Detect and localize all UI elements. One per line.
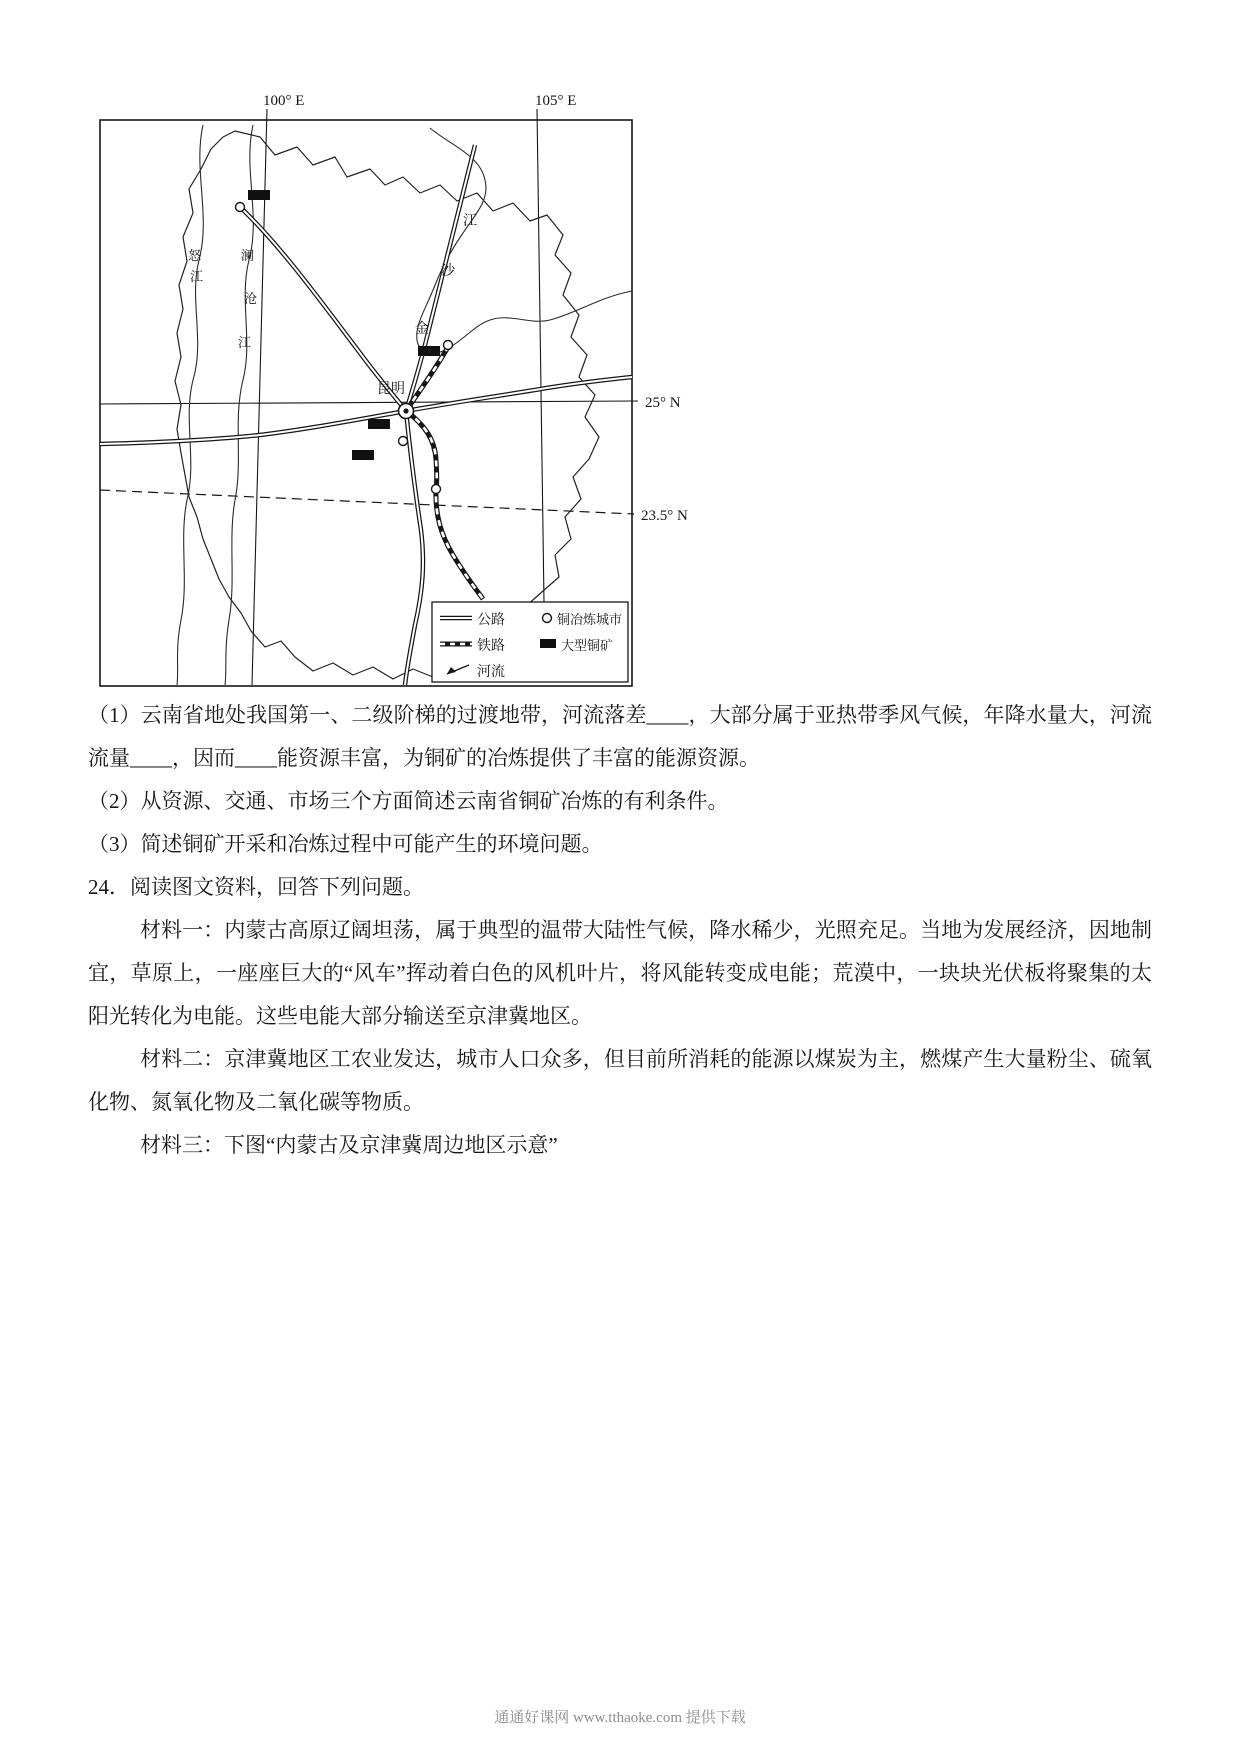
smelting-city-marker <box>399 437 408 446</box>
question-23-sub3: （3）简述铜矿开采和冶炼过程中可能产生的环境问题。 <box>88 832 603 856</box>
jinsha-label-char: 金 <box>415 322 429 337</box>
question-24-material-1: 材料一：内蒙古高原辽阔坦荡，属于典型的温带大陆性气候，降水稀少，光照充足。当地为发展经济，因地制宜，草原上，一座座巨大的“风车”挥动着白色的风机叶片，将风能转变成电能；荒漠中，一块块光伏板将聚集的太阳光转化为电能。这些电能大部分输送至京津冀地区。 <box>88 918 1152 1028</box>
copper-mines <box>248 190 440 460</box>
map-svg <box>85 85 715 705</box>
question-24-material-2: 材料二：京津冀地区工农业发达，城市人口众多，但目前所消耗的能源以煤炭为主，燃煤产生大量粉尘、硫氧化物、氮氧化物及二氧化碳等物质。 <box>88 1047 1152 1114</box>
lancang-label-char: 江 <box>238 335 252 350</box>
kunming-marker-dot <box>403 408 408 413</box>
page-footer: 通通好课网 www.tthaoke.com 提供下载 <box>494 1710 746 1726</box>
kunming-label: 昆明 <box>377 382 405 397</box>
jinsha-label-char: 沙 <box>441 264 455 279</box>
nujiang-label-char: 江 <box>190 269 204 284</box>
nujiang-label-char: 怒 <box>188 248 202 263</box>
copper-mine-marker <box>368 419 390 429</box>
lat-23-5-label: 23.5° N <box>641 508 688 524</box>
legend-road-label: 公路 <box>477 613 505 628</box>
railways <box>406 347 483 599</box>
meridian-105e <box>537 109 544 602</box>
question-23-sub1: （1）云南省地处我国第一、二级阶梯的过渡地带，河流落差____，大部分属于亚热带季风气候，年降水量大，河流流量____，因而____能资源丰富，为铜矿的冶炼提供了丰富的能源资源。 <box>88 703 1152 770</box>
question-24-material-3: 材料三：下图“内蒙古及京津冀周边地区示意” <box>140 1133 558 1157</box>
legend-smelt-city-label: 铜冶炼城市 <box>557 612 623 627</box>
lancang-label-char: 澜 <box>241 248 255 263</box>
legend-mine-label: 大型铜矿 <box>561 638 614 653</box>
legend-railway-label: 铁路 <box>477 639 505 654</box>
lon-100-label: 100° E <box>263 93 305 109</box>
question-block <box>88 694 1152 1167</box>
legend-smelt-city-symbol <box>543 614 552 623</box>
lon-105-label: 105° E <box>535 93 577 109</box>
legend-mine-symbol <box>540 639 556 648</box>
lancang-label-char: 沧 <box>244 291 258 306</box>
question-24-stem: 24．阅读图文资料，回答下列问题。 <box>88 875 424 899</box>
lat-25-label: 25° N <box>645 395 681 411</box>
legend-river-label: 河流 <box>477 665 505 680</box>
smelting-city-marker <box>236 203 245 212</box>
copper-mine-marker <box>418 346 440 356</box>
map-legend <box>432 602 628 682</box>
parallel-23-5n <box>100 490 634 514</box>
smelting-city-marker <box>432 485 441 494</box>
smelting-city-marker <box>444 341 453 350</box>
yunnan-map <box>85 85 715 705</box>
question-23-sub2: （2）从资源、交通、市场三个方面简述云南省铜矿冶炼的有利条件。 <box>88 789 729 813</box>
copper-mine-marker <box>352 450 374 460</box>
jinsha-label-char: 江 <box>463 214 477 229</box>
copper-mine-marker <box>248 190 270 200</box>
